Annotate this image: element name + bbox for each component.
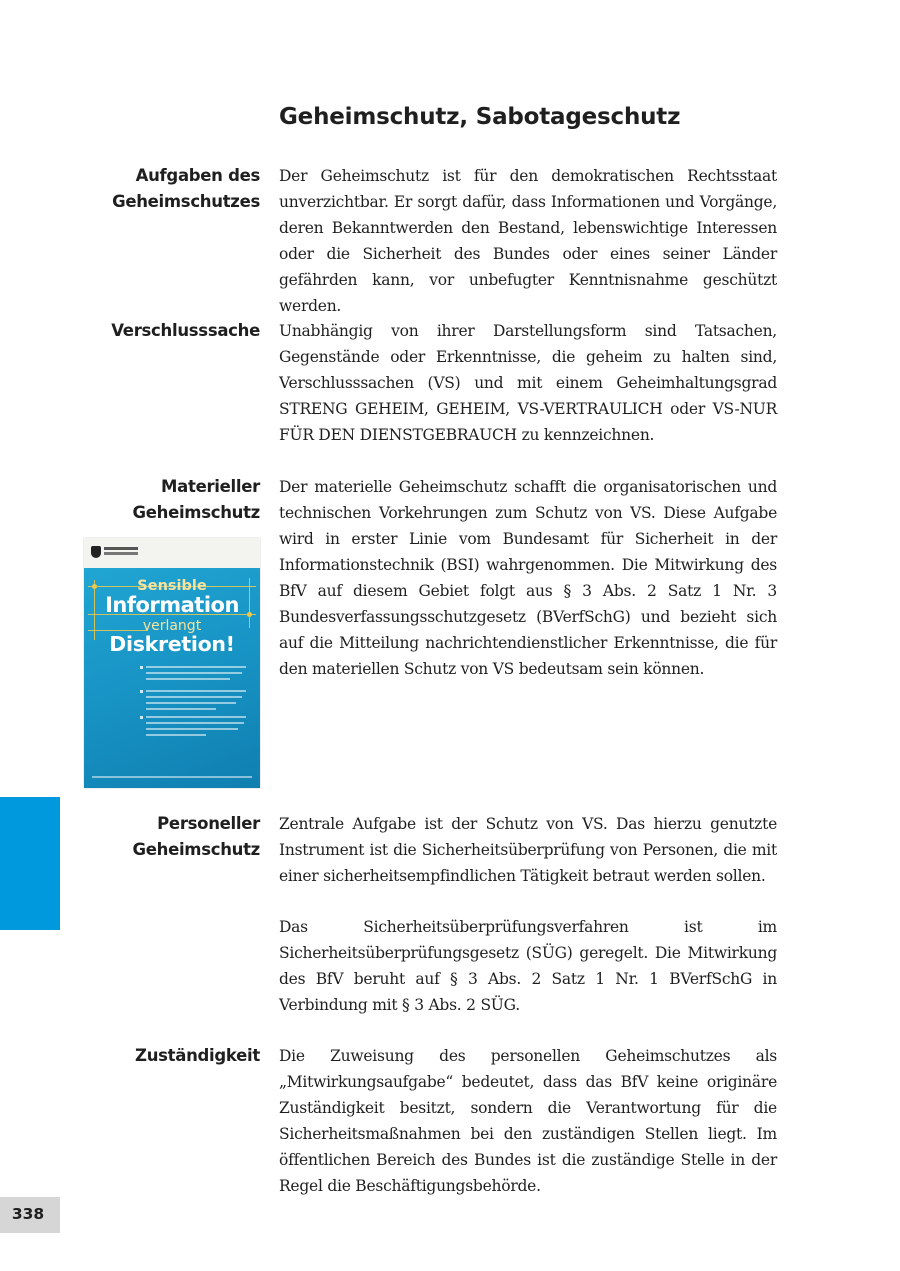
paragraph-zustaendigkeit: Die Zuweisung des personellen Geheimschutzes als „Mitwirkungsaufgabe“ bedeutet, dass das BfV keine originäre Zuständigkeit besitzt, sondern die Verantwortung für die Sicherheitsmaßnahmen bei den zuständigen Stellen liegt. Im öffentlichen Bereich des Bundes ist die zuständige Stelle in der Regel die Beschäftigungsbehörde.: [279, 1047, 777, 1195]
brochure-line-3: verlangt: [142, 618, 202, 634]
brochure-top-band: [84, 538, 260, 568]
brochure-line-2: Information: [105, 593, 239, 617]
side-label-personeller: Personeller Geheimschutz: [132, 814, 260, 859]
page-title: Geheimschutz, Sabotageschutz: [279, 104, 681, 130]
brochure-text-line: [146, 672, 242, 674]
brochure-text-line: [146, 666, 246, 668]
page-number: 338: [11, 1205, 45, 1223]
paragraph-verschlusssache: Unabhängig von ihrer Darstellungsform sind Tatsachen, Gegenstände oder Erkenntnisse, die geheim zu halten sind, Verschlusssachen (VS) und mit einem Geheimhaltungsgrad STRENG GEHEIM, GEHEIM, VS-VERTRAULICH oder VS-NUR FÜR DEN DIENSTGEBRAUCH zu kennzeichnen.: [279, 322, 777, 444]
ministry-logo-text: [104, 547, 138, 550]
brochure-text-line: [146, 734, 206, 736]
side-label-materieller: Materieller Geheimschutz: [132, 477, 260, 522]
brochure-bullet: [140, 716, 143, 719]
side-label-verschlusssache: Verschlusssache: [111, 321, 260, 340]
brochure-line-1: Sensible: [137, 578, 207, 594]
paragraph-personeller-2: Das Sicherheitsüberprüfungsverfahren ist im Sicherheitsüberprüfungsgesetz (SÜG) geregelt. Die Mitwirkung des BfV beruht auf § 3 Abs. 2 Satz 1 Nr. 1 BVerfSchG in Verbindung mit § 3 Abs. 2 SÜG.: [279, 918, 777, 1014]
chapter-tab-marker: [0, 797, 60, 930]
brochure-text-line: [146, 702, 236, 704]
side-label-aufgaben: Aufgaben des Geheimschutzes: [112, 166, 260, 211]
brochure-footer-line: [92, 776, 252, 778]
eagle-logo-icon: [91, 546, 101, 558]
brochure-text-line: [146, 728, 238, 730]
brochure-bullet: [140, 690, 143, 693]
brochure-text-line: [146, 708, 216, 710]
paragraph-materieller: Der materielle Geheimschutz schafft die organisatorischen und technischen Vorkehrungen zum Schutz von VS. Diese Aufgabe wird in erster Linie vom Bundesamt für Sicherheit in der Informationstechnik (BSI) wahrgenommen. Die Mitwirkung des BfV auf diesem Gebiet folgt aus § 3 Abs. 2 Satz 1 Nr. 3 Bundesverfassungsschutzgesetz (BVerfSchG) und bezieht sich auf die Mitteilung nachrichtendienstlicher Erkenntnisse, die für den materiellen Schutz von VS bedeutsam sein können.: [279, 478, 777, 678]
brochure-line-4: Diskretion!: [109, 632, 235, 656]
brochure-text-line: [146, 690, 246, 692]
brochure-text-line: [146, 696, 242, 698]
brochure-cover-image: [84, 538, 260, 788]
brochure-text-line: [146, 716, 246, 718]
brochure-text-line: [146, 722, 244, 724]
paragraph-personeller-1: Zentrale Aufgabe ist der Schutz von VS. Das hierzu genutzte Instrument ist die Sicherheitsüberprüfung von Personen, die mit einer sicherheitsempfindlichen Tätigkeit betraut werden sollen.: [279, 815, 777, 885]
brochure-bullet: [140, 666, 143, 669]
side-label-zustaendigkeit: Zuständigkeit: [135, 1046, 260, 1065]
paragraph-aufgaben: Der Geheimschutz ist für den demokratischen Rechtsstaat unverzichtbar. Er sorgt dafür, dass Informationen und Vorgänge, deren Bekanntwerden den Bestand, lebenswichtige Interessen oder die Sicherheit des Bundes oder eines seiner Länder gefährden kann, vor unbefugter Kenntnisnahme geschützt werden.: [279, 167, 777, 315]
brochure-text-line: [146, 678, 230, 680]
